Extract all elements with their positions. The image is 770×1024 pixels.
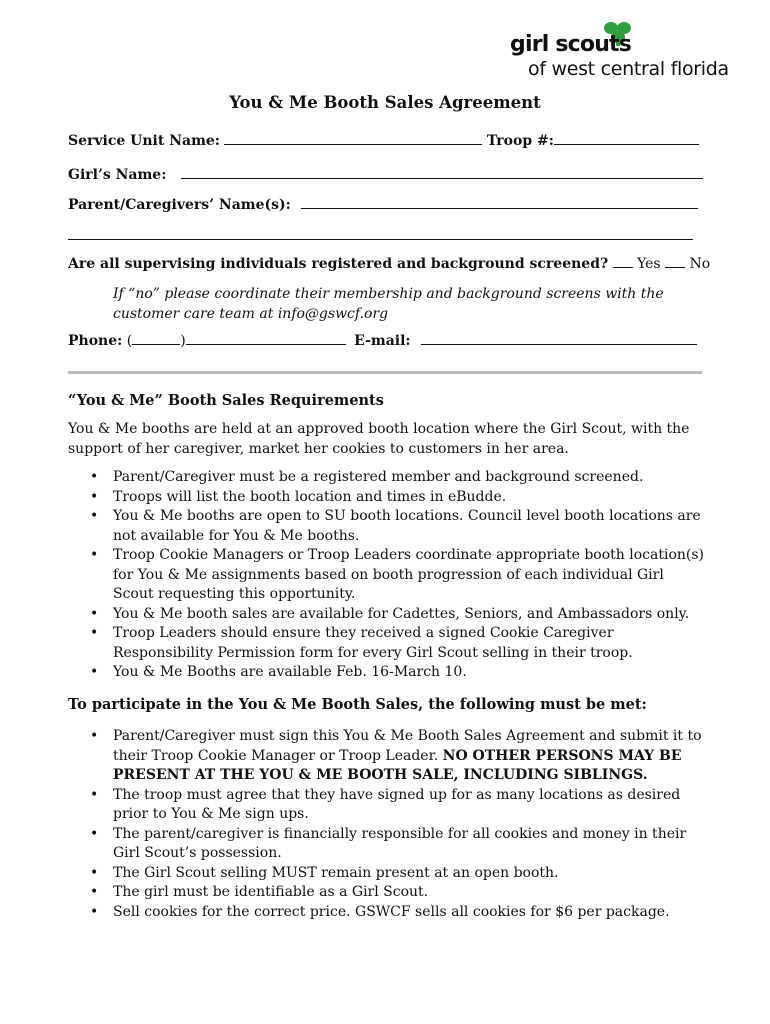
screening-note: If “no” please coordinate their membership and background screens with the customer care team at info@gswcf.org <box>113 286 664 322</box>
phone-paren-open: ( <box>126 333 133 349</box>
list-item: • You & Me booths are open to SU booth locations. Council level booth locations are not available for You & Me booths. <box>68 507 708 546</box>
logo-line-1: girl scouts <box>510 32 632 57</box>
phone-number-field[interactable] <box>186 331 346 345</box>
parent-name-row <box>68 195 698 213</box>
parent-name-field[interactable] <box>301 195 698 209</box>
email-label: E-mail: <box>354 333 411 349</box>
page-title: You & Me Booth Sales Agreement <box>229 93 541 112</box>
email-field[interactable] <box>421 331 697 345</box>
parent-name-field-line-2[interactable] <box>68 226 693 240</box>
service-unit-label: Service Unit Name: <box>68 133 220 149</box>
girl-name-row <box>68 165 703 183</box>
screened-question-row <box>68 254 710 272</box>
parent-name-label: Parent/Caregivers’ Name(s): <box>68 197 291 213</box>
gswcf-logo <box>508 20 734 82</box>
phone-paren-close: ) <box>180 333 186 349</box>
contact-row <box>68 331 697 349</box>
participation-item-warning: NO OTHER PERSONS MAY BE PRESENT AT THE YOU & ME BOOTH SALE, INCLUDING SIBLINGS. <box>113 747 682 783</box>
logo-line-2: of west central florida <box>528 58 729 80</box>
yes-label: Yes <box>637 256 661 272</box>
no-label: No <box>689 256 711 272</box>
list-item: • Troop Leaders should ensure they received a signed Cookie Caregiver Responsibility Permission form for every Girl Scout selling in their troop. <box>68 624 708 663</box>
phone-label: Phone: <box>68 333 123 349</box>
troop-label: Troop #: <box>486 133 554 149</box>
list-item: • Troops will list the booth location and times in eBudde. <box>68 488 708 508</box>
phone-area-code-field[interactable] <box>132 331 180 345</box>
participation-title: To participate in the You & Me Booth Sales, the following must be met: <box>68 696 647 713</box>
list-item: • Sell cookies for the correct price. GSWCF sells all cookies for $6 per package. <box>68 903 708 923</box>
list-item: • Troop Cookie Managers or Troop Leaders coordinate appropriate booth location(s) for You & Me assignments based on booth progression of each individual Girl Scout requesting this opportunity. <box>68 546 708 605</box>
list-item: • The troop must agree that they have signed up for as many locations as desired prior to You & Me sign ups. <box>68 786 708 825</box>
list-item: • The parent/caregiver is financially responsible for all cookies and money in their Girl Scout’s possession. <box>68 825 708 864</box>
list-item <box>68 727 708 786</box>
section-divider <box>68 371 702 374</box>
requirements-list <box>68 468 708 683</box>
troop-number-field[interactable] <box>554 131 699 145</box>
no-blank[interactable] <box>665 254 685 268</box>
service-unit-row <box>68 131 699 149</box>
yes-blank[interactable] <box>613 254 633 268</box>
list-item: • You & Me Booths are available Feb. 16-March 10. <box>68 663 708 683</box>
screened-question: Are all supervising individuals registered and background screened? <box>68 256 609 272</box>
list-item: • You & Me booth sales are available for Cadettes, Seniors, and Ambassadors only. <box>68 605 708 625</box>
list-item: • Parent/Caregiver must be a registered member and background screened. <box>68 468 708 488</box>
participation-item-text: Parent/Caregiver must sign this You & Me Booth Sales Agreement and submit it to their Troop Cookie Manager or Troop Leader. <box>113 728 702 764</box>
girl-name-label: Girl’s Name: <box>68 167 167 183</box>
girl-name-field[interactable] <box>181 165 703 179</box>
service-unit-field[interactable] <box>224 131 482 145</box>
list-item: • The girl must be identifiable as a Girl Scout. <box>68 883 708 903</box>
participation-list <box>68 727 708 922</box>
parent-name-row-2 <box>68 226 693 244</box>
requirements-intro: You & Me booths are held at an approved booth location where the Girl Scout, with the support of her caregiver, market her cookies to customers in her area. <box>68 421 690 457</box>
list-item: • The Girl Scout selling MUST remain present at an open booth. <box>68 864 708 884</box>
requirements-title: “You & Me” Booth Sales Requirements <box>68 392 384 409</box>
